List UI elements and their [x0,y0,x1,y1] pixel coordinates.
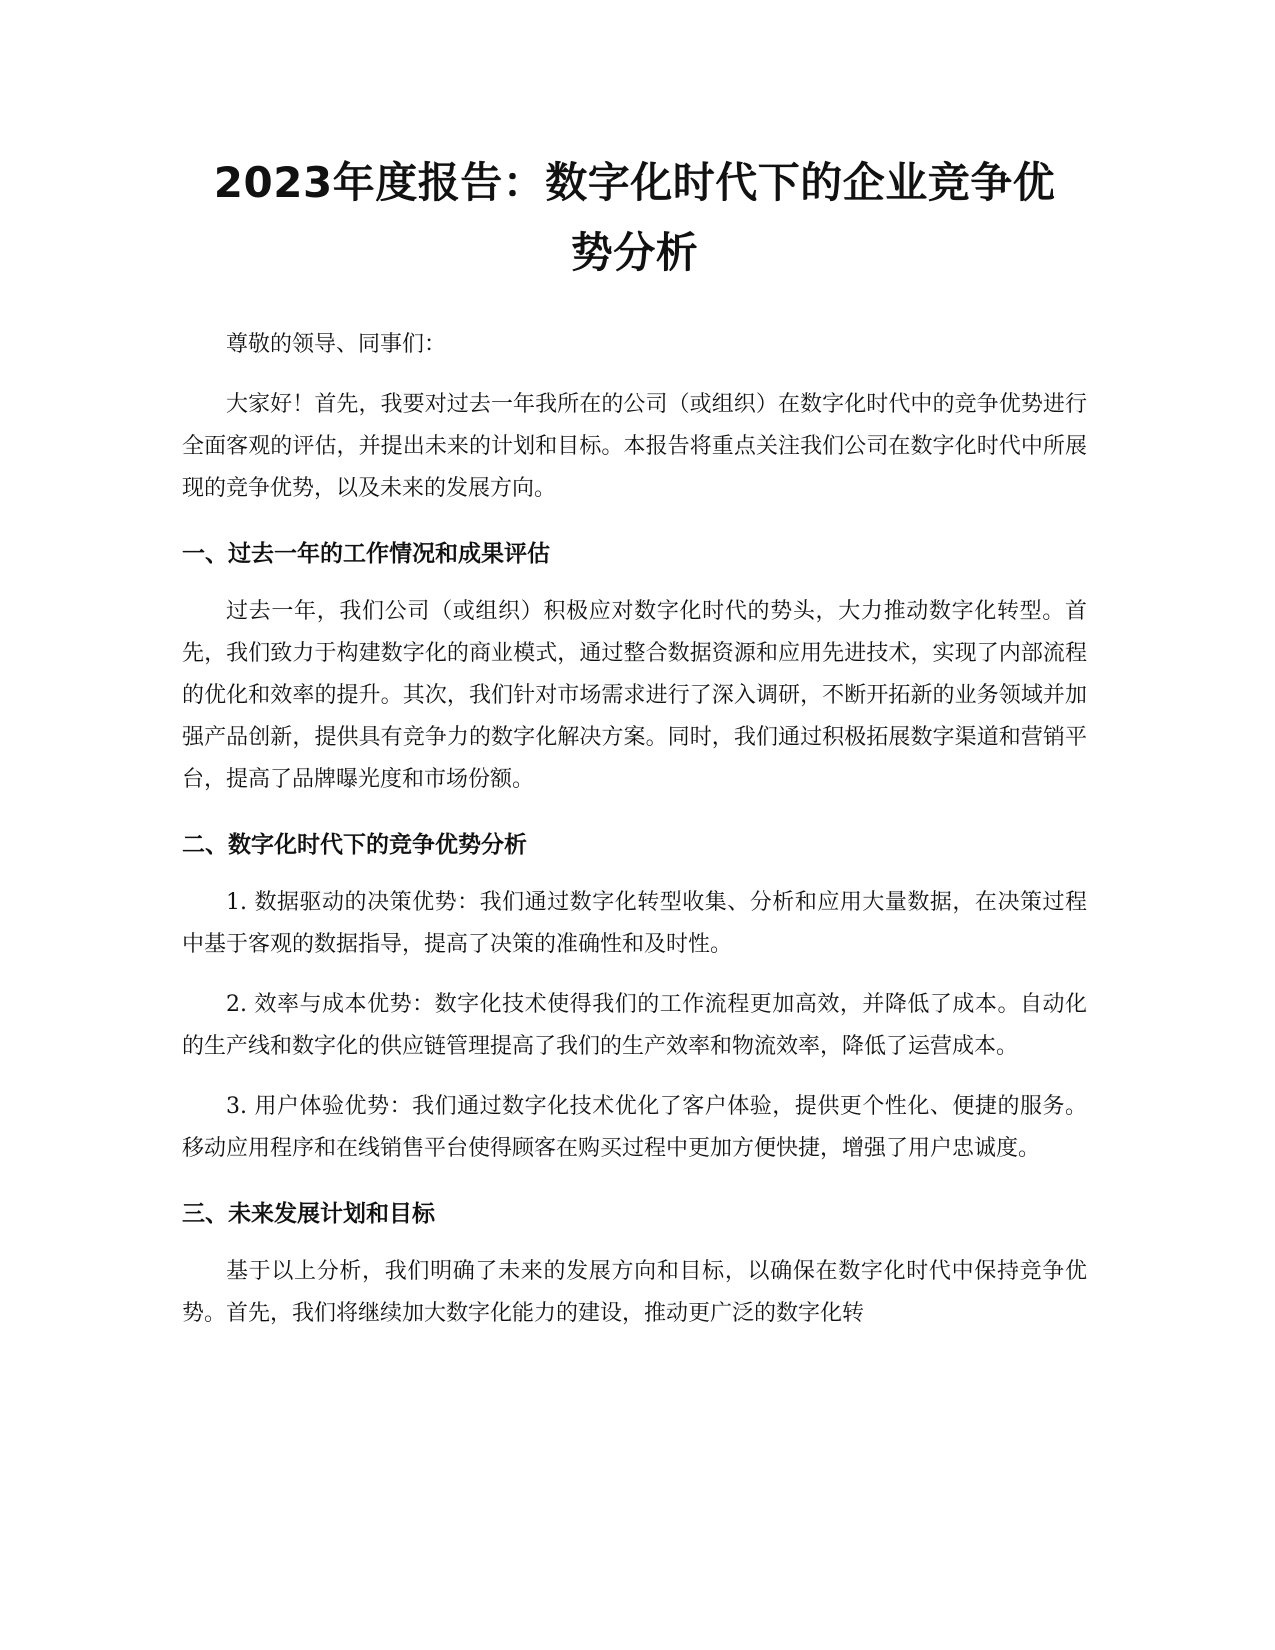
list-item-efficiency-cost: 2. 效率与成本优势：数字化技术使得我们的工作流程更加高效，并降低了成本。自动化的生产线和数字化的供应链管理提高了我们的生产效率和物流效率，降低了运营成本。 [182,992,1087,1059]
section-3-paragraph: 基于以上分析，我们明确了未来的发展方向和目标，以确保在数字化时代中保持竞争优势。首先，我们将继续加大数字化能力的建设，推动更广泛的数字化转 [182,1259,1087,1326]
title-line-2: 势分析 [570,228,699,277]
section-heading-2: 二、数字化时代下的竞争优势分析 [182,832,527,858]
intro-paragraph: 大家好！首先，我要对过去一年我所在的公司（或组织）在数字化时代中的竞争优势进行全面客观的评估，并提出未来的计划和目标。本报告将重点关注我们公司在数字化时代中所展现的竞争优势，以及未来的发展方向。 [182,392,1087,501]
list-item-data-driven: 1. 数据驱动的决策优势：我们通过数字化转型收集、分析和应用大量数据，在决策过程中基于客观的数据指导，提高了决策的准确性和及时性。 [182,890,1087,957]
document-body [182,148,1087,1335]
section-1-paragraph: 过去一年，我们公司（或组织）积极应对数字化时代的势头，大力推动数字化转型。首先，我们致力于构建数字化的商业模式，通过整合数据资源和应用先进技术，实现了内部流程的优化和效率的提升。其次，我们针对市场需求进行了深入调研，不断开拓新的业务领域并加强产品创新，提供具有竞争力的数字化解决方案。同时，我们通过积极拓展数字渠道和营销平台，提高了品牌曝光度和市场份额。 [182,599,1087,792]
section-heading-3: 三、未来发展计划和目标 [182,1201,435,1227]
greeting: 尊敬的领导、同事们： [226,332,447,357]
title-line-1: 2023年度报告：数字化时代下的企业竞争优 [213,158,1056,207]
advantage-list [182,882,1087,1170]
list-item-user-experience: 3. 用户体验优势：我们通过数字化技术优化了客户体验，提供更个性化、便捷的服务。移动应用程序和在线销售平台使得顾客在购买过程中更加方便快捷，增强了用户忠诚度。 [182,1094,1087,1161]
document-title [182,148,1087,288]
section-heading-1: 一、过去一年的工作情况和成果评估 [182,541,550,567]
